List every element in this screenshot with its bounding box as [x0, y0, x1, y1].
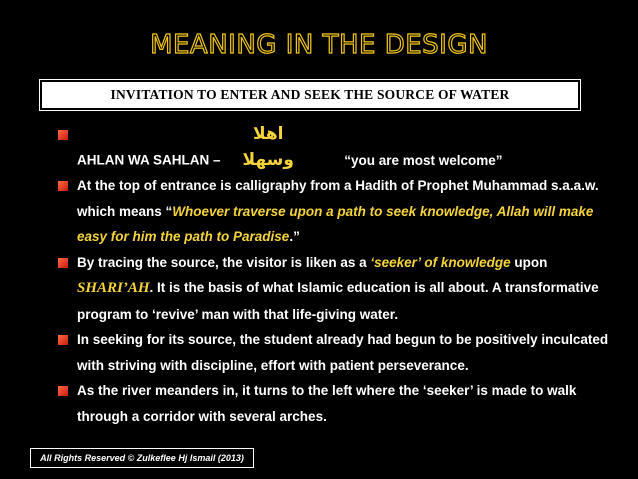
copyright-text: All Rights Reserved © Zulkeflee Hj Ismail (2013)	[40, 453, 244, 463]
bullet-tracing	[55, 250, 615, 328]
subtitle-text: INVITATION TO ENTER AND SEEK THE SOURCE OF WATER	[110, 87, 510, 102]
ahlan-lead: AHLAN WA SAHLAN –	[77, 152, 225, 168]
bullet-list	[55, 122, 615, 429]
seeker-knowledge: ‘seeker’ of knowledge	[370, 254, 511, 270]
river-text: As the river meanders in, it turns to the left where the ‘seeker’ is made to walk through a corridor with several arches.	[77, 383, 577, 424]
bullet-ahlan	[55, 122, 615, 173]
bullet-square-icon	[58, 258, 68, 268]
bullet-square-icon	[58, 386, 68, 396]
bullet-square-icon	[58, 130, 68, 140]
bullet-square-icon	[58, 181, 68, 191]
bullet-calligraphy	[55, 173, 615, 250]
seeking-text: In seeking for its source, the student already had begun to be positively inculcated with striving with discipline, effort with patient perseverance.	[77, 332, 609, 373]
copyright-footer	[30, 448, 254, 468]
hadith-quote: Whoever traverse upon a path to seek knowledge, Allah will make easy for him the path to Paradise	[77, 203, 594, 244]
calligraphy-text: At the top of entrance is calligraphy from a Hadith of Prophet Muhammad s.a.a.w. which means “	[77, 178, 599, 219]
tracing-text-1: By tracing the source, the visitor is liken as a	[77, 254, 371, 270]
arabic-greeting: اهلا وسهلا	[242, 124, 294, 170]
bullet-river	[55, 378, 615, 429]
subtitle-box	[40, 80, 580, 110]
shariah-term: SHARI’AH	[77, 280, 150, 296]
tracing-text-3: . It is the basis of what Islamic education is all about. A transformative program to ‘revive’ man with that life-giving water.	[77, 280, 599, 322]
tracing-text-2: upon	[510, 254, 548, 270]
bullet-seeking	[55, 327, 615, 378]
bullet-square-icon	[58, 335, 68, 345]
slide-title: MEANING IN THE DESIGN	[150, 30, 488, 60]
calligraphy-end: .”	[289, 229, 300, 244]
ahlan-quote: “you are most welcome”	[344, 152, 503, 168]
